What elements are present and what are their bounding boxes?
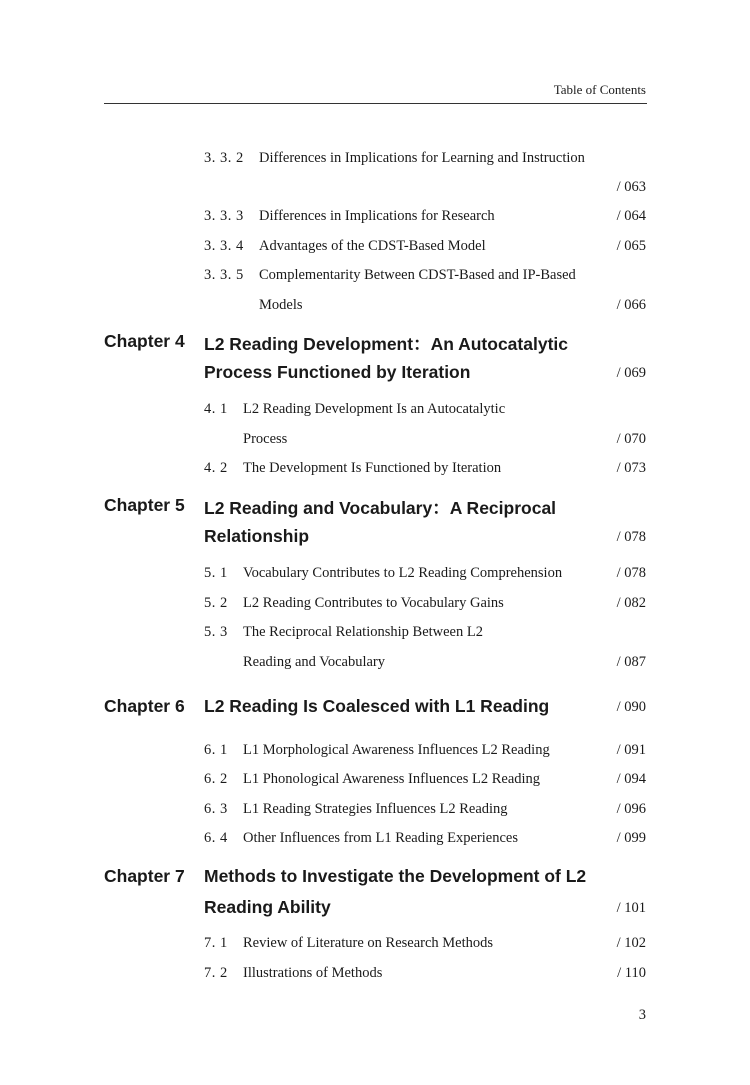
toc-entry-title[interactable]: Other Influences from L1 Reading Experiences [243, 830, 518, 846]
toc-entry-title[interactable]: L1 Phonological Awareness Influences L2 Reading [243, 771, 541, 787]
toc-entry-page[interactable]: / 099 [616, 830, 646, 846]
toc-entry-title[interactable]: Illustrations of Methods [243, 965, 383, 981]
toc-entry-page[interactable]: / 064 [616, 208, 646, 224]
toc-entry-number: 5. 3 [204, 624, 228, 640]
toc-entry-title[interactable]: L2 Reading Contributes to Vocabulary Gains [243, 595, 504, 611]
chapter-label: Chapter 7 [104, 866, 185, 886]
toc-entry-number: 4. 1 [204, 401, 228, 417]
chapter-title[interactable]: Methods to Investigate the Development of L2 [204, 866, 587, 886]
chapter-title[interactable]: L2 Reading Is Coalesced with L1 Reading [204, 696, 550, 716]
toc-entry-title[interactable]: L2 Reading Development Is an Autocatalytic [243, 401, 506, 417]
toc-entry-number: 4. 2 [204, 460, 228, 476]
toc-entry-page[interactable]: / 096 [616, 801, 646, 817]
toc-entry-number: 5. 1 [204, 565, 228, 581]
toc-entry-title-continued[interactable]: Models [259, 297, 303, 313]
toc-entry-page[interactable]: / 091 [616, 742, 646, 758]
toc-entry-page[interactable]: / 087 [616, 654, 646, 670]
running-header: Table of Contents [553, 82, 646, 97]
toc-entry-number: 7. 1 [204, 935, 228, 951]
toc-entry-page[interactable]: / 078 [616, 565, 646, 581]
toc-entry-number: 6. 2 [204, 771, 228, 787]
chapter-page[interactable]: / 069 [616, 365, 646, 381]
chapter-label: Chapter 5 [104, 495, 185, 515]
toc-entry-title[interactable]: Differences in Implications for Learning and Instruction [259, 150, 585, 166]
toc-entry-number: 3. 3. 5 [204, 267, 244, 283]
toc-entry-title-continued[interactable]: Reading and Vocabulary [243, 654, 386, 670]
chapter-label: Chapter 4 [104, 331, 185, 351]
toc-entry-number: 7. 2 [204, 965, 228, 981]
toc-entry-page[interactable]: / 102 [616, 935, 646, 951]
chapter-page[interactable]: / 090 [616, 699, 646, 715]
toc-entry-title[interactable]: The Development Is Functioned by Iteration [243, 460, 502, 476]
toc-entry-page[interactable]: / 082 [616, 595, 646, 611]
chapter-title[interactable]: L2 Reading Development：An Autocatalytic [204, 334, 568, 354]
chapter-title[interactable]: L2 Reading and Vocabulary：A Reciprocal [204, 498, 557, 518]
chapter-page[interactable]: / 078 [616, 529, 646, 545]
chapter-title-continued[interactable]: Reading Ability [204, 897, 331, 917]
toc-entry-number: 6. 3 [204, 801, 228, 817]
toc-entry-page[interactable]: / 066 [616, 297, 646, 313]
toc-entry-page[interactable]: / 094 [616, 771, 646, 787]
toc-entry-number: 5. 2 [204, 595, 228, 611]
toc-entry-title[interactable]: Vocabulary Contributes to L2 Reading Comprehension [243, 565, 563, 581]
toc-entry-page[interactable]: / 063 [616, 179, 646, 195]
toc-entry-title-continued[interactable]: Process [243, 431, 288, 447]
chapter-title-continued[interactable]: Process Functioned by Iteration [204, 362, 471, 382]
toc-entry-page[interactable]: / 070 [616, 431, 646, 447]
toc-entry-title[interactable]: Advantages of the CDST-Based Model [259, 238, 486, 254]
toc-entry-number: 3. 3. 4 [204, 238, 244, 254]
chapter-page[interactable]: / 101 [616, 900, 646, 916]
toc-entry-number: 6. 4 [204, 830, 228, 846]
toc-entry-title[interactable]: Complementarity Between CDST-Based and IP-Based [259, 267, 576, 283]
toc-entry-page[interactable]: / 110 [617, 965, 646, 981]
chapter-title-continued[interactable]: Relationship [204, 526, 310, 546]
toc-entry-title[interactable]: The Reciprocal Relationship Between L2 [243, 624, 483, 640]
toc-entry-title[interactable]: Review of Literature on Research Methods [243, 935, 494, 951]
toc-entry-page[interactable]: / 073 [616, 460, 646, 476]
toc-entry-number: 3. 3. 2 [204, 150, 244, 166]
toc-entry-title[interactable]: L1 Morphological Awareness Influences L2 Reading [243, 742, 550, 758]
toc-entry-title[interactable]: L1 Reading Strategies Influences L2 Reading [243, 801, 508, 817]
toc-entry-page[interactable]: / 065 [616, 238, 646, 254]
chapter-label: Chapter 6 [104, 696, 185, 716]
toc-entry-number: 3. 3. 3 [204, 208, 244, 224]
page-number: 3 [638, 1007, 646, 1023]
toc-entry-title[interactable]: Differences in Implications for Research [259, 208, 495, 224]
toc-entry-number: 6. 1 [204, 742, 228, 758]
header-rule [104, 103, 647, 104]
